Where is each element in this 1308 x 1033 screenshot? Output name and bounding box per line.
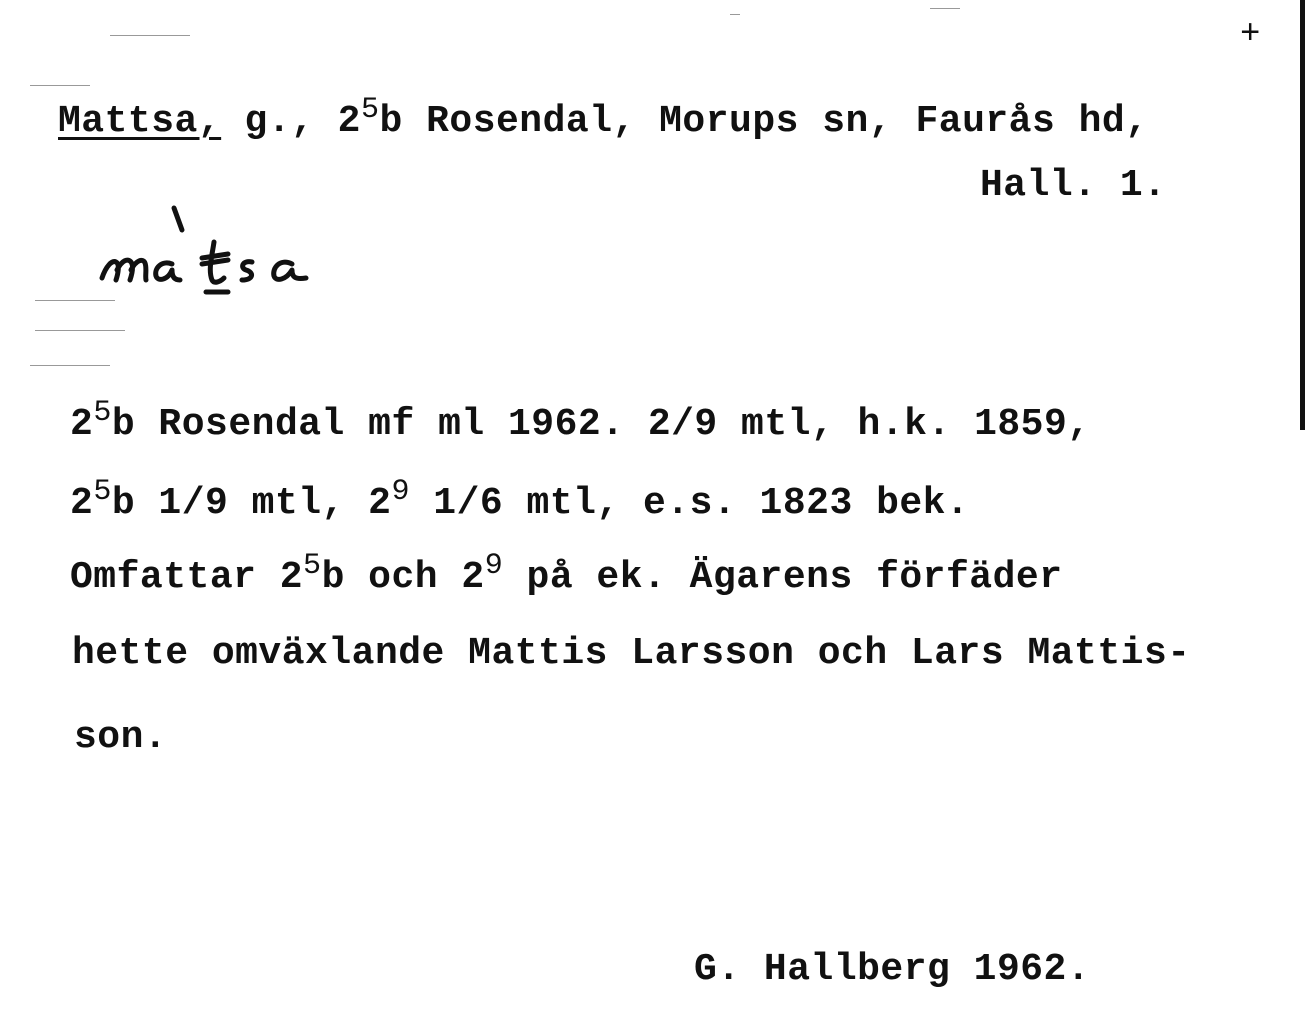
scan-speck xyxy=(30,85,90,86)
body-line-3 xyxy=(70,549,1063,600)
body-superscript: 9 xyxy=(484,549,504,583)
body-line-2 xyxy=(70,475,970,526)
scan-speck xyxy=(730,14,740,15)
body-line-1 xyxy=(70,396,1091,447)
card-edge-line xyxy=(1300,0,1305,430)
body-text: på ek. Ägarens förfäder xyxy=(503,556,1063,599)
header-text-a: g., 2 xyxy=(221,100,361,143)
body-text: 1/6 mtl, e.s. 1823 bek. xyxy=(410,482,970,525)
header-line-2: Hall. 1. xyxy=(980,164,1167,207)
header-superscript: 5 xyxy=(360,93,380,127)
body-line-5: son. xyxy=(74,716,168,759)
scan-speck xyxy=(35,330,125,331)
body-text: b och 2 xyxy=(321,556,485,599)
header-line-1 xyxy=(58,93,1149,144)
signature: G. Hallberg 1962. xyxy=(694,948,1091,991)
body-superscript: 5 xyxy=(93,396,112,430)
body-superscript: 5 xyxy=(93,475,112,509)
body-text: b Rosendal mf ml 1962. 2/9 mtl, h.k. 1859, xyxy=(111,403,1091,446)
scan-speck xyxy=(110,35,190,36)
body-line-4: hette omväxlande Mattis Larsson och Lars Mattis- xyxy=(72,632,1191,675)
scan-speck xyxy=(30,365,110,366)
handwritten-pronunciation xyxy=(96,200,326,310)
body-superscript: 5 xyxy=(303,549,322,583)
corner-plus-mark: + xyxy=(1240,16,1261,54)
scan-speck xyxy=(930,8,960,9)
headword: Mattsa, xyxy=(58,100,222,143)
body-superscript: 9 xyxy=(391,475,410,509)
body-text: b 1/9 mtl, 2 xyxy=(111,482,392,525)
header-text-b: b Rosendal, Morups sn, Faurås hd, xyxy=(379,100,1149,143)
body-text: 2 xyxy=(70,403,94,446)
body-text: Omfattar 2 xyxy=(70,556,304,599)
body-text: 2 xyxy=(70,482,94,525)
